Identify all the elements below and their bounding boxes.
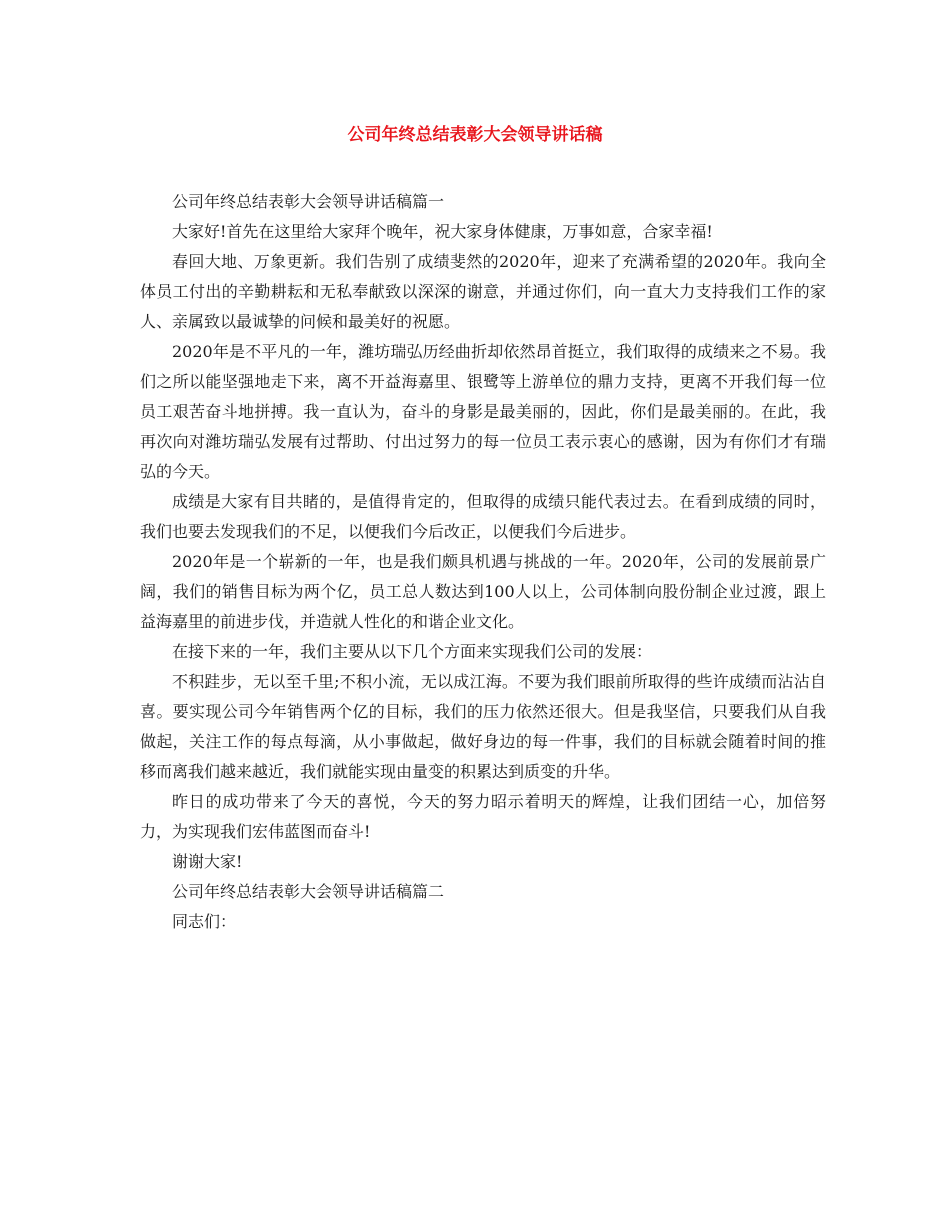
paragraph-thanks: 谢谢大家! [172, 852, 243, 871]
paragraph-section-heading-1: 公司年终总结表彰大会领导讲话稿篇一 [172, 192, 445, 211]
document-body [140, 187, 826, 937]
paragraph: 2020年是不平凡的一年，潍坊瑞弘历经曲折却依然昂首挺立，我们取得的成绩来之不易。我们之所以能坚强地走下来，离不开益海嘉里、银鹭等上游单位的鼎力支持，更离不开我们每一位员工艰苦奋斗地拼搏。我一直认为，奋斗的身影是最美丽的，因此，你们是最美丽的。在此，我再次向对潍坊瑞弘发展有过帮助、付出过努力的每一位员工表示衷心的感谢，因为有你们才有瑞弘的今天。 [140, 342, 826, 481]
paragraph: 成绩是大家有目共睹的，是值得肯定的，但取得的成绩只能代表过去。在看到成绩的同时，我们也要去发现我们的不足，以便我们今后改正，以便我们今后进步。 [140, 492, 826, 541]
paragraph: 不积跬步，无以至千里;不积小流，无以成江海。不要为我们眼前所取得的些许成绩而沾沾自喜。要实现公司今年销售两个亿的目标，我们的压力依然还很大。但是我坚信，只要我们从自我做起，关注工作的每点每滴，从小事做起，做好身边的每一件事，我们的目标就会随着时间的推移而离我们越来越近，我们就能实现由量变的积累达到质变的升华。 [140, 672, 826, 781]
paragraph: 在接下来的一年，我们主要从以下几个方面来实现我们公司的发展： [172, 642, 653, 661]
paragraph: 昨日的成功带来了今天的喜悦，今天的努力昭示着明天的辉煌，让我们团结一心，加倍努力，为实现我们宏伟蓝图而奋斗! [140, 792, 826, 841]
paragraph: 春回大地、万象更新。我们告别了成绩斐然的2020年，迎来了充满希望的2020年。我向全体员工付出的辛勤耕耘和无私奉献致以深深的谢意，并通过你们，向一直大力支持我们工作的家人、亲属致以最诚挚的问候和最美好的祝愿。 [140, 252, 826, 331]
paragraph: 2020年是一个崭新的一年，也是我们颇具机遇与挑战的一年。2020年，公司的发展前景广阔，我们的销售目标为两个亿，员工总人数达到100人以上，公司体制向股份制企业过渡，跟上益海嘉里的前进步伐，并造就人性化的和谐企业文化。 [140, 552, 826, 631]
paragraph-salutation: 同志们： [172, 912, 237, 931]
document-title: 公司年终总结表彰大会领导讲话稿 [347, 125, 603, 145]
paragraph-greeting: 大家好!首先在这里给大家拜个晚年，祝大家身体健康，万事如意，合家幸福! [172, 222, 713, 241]
paragraph-section-heading-2: 公司年终总结表彰大会领导讲话稿篇二 [172, 882, 445, 901]
